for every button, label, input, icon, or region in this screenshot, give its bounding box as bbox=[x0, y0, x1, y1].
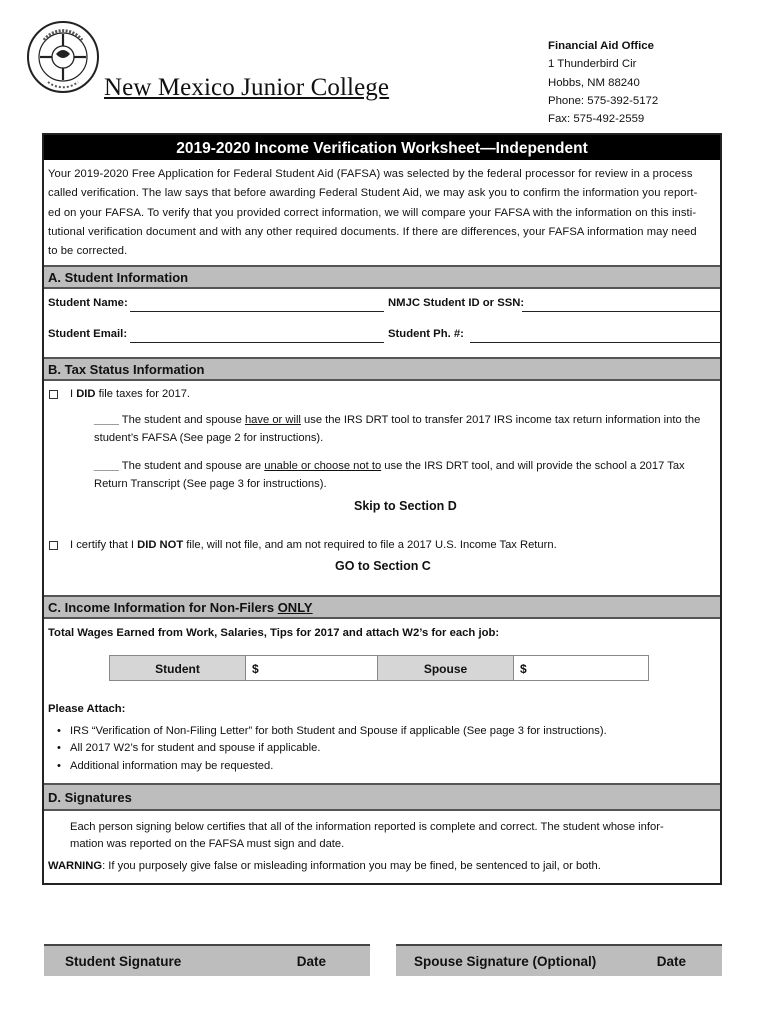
certification-text: Each person signing below certifies that all of the information reported is complete and correct. The student whose infor- mation was reported on the FAFSA must sign and date. bbox=[70, 821, 664, 850]
student-date-label: Date bbox=[296, 953, 326, 969]
student-signature-label: Student Signature bbox=[65, 953, 182, 969]
spouse-signature-block[interactable] bbox=[396, 944, 722, 976]
section-d-heading: D. Signatures bbox=[44, 783, 720, 811]
skip-to-section-d: Skip to Section D bbox=[354, 499, 457, 513]
student-name-field[interactable] bbox=[130, 299, 384, 312]
section-a-heading: A. Student Information bbox=[44, 265, 720, 289]
intro-line: Your 2019-2020 Free Application for Federal Student Aid (FAFSA) was selected by the federal processor for review in a process bbox=[48, 168, 693, 180]
attachments-list bbox=[48, 723, 607, 775]
section-b-heading: B. Tax Status Information bbox=[44, 357, 720, 381]
student-phone-label: Student Ph. #: bbox=[388, 328, 464, 340]
drt-transfer-option: ____ The student and spouse have or will use the IRS DRT tool to transfer 2017 IRS income tax return information into the student’s FAFSA (See page 2 for instructions). bbox=[94, 414, 701, 444]
intro-line: ed on your FAFSA. To verify that you provided correct information, we will compare your FAFSA with the information on this insti- bbox=[48, 206, 697, 219]
student-wage-field[interactable]: $ bbox=[246, 656, 378, 680]
spouse-wage-label: Spouse bbox=[378, 656, 514, 680]
office-contact-block bbox=[548, 37, 658, 128]
spouse-date-label: Date bbox=[656, 953, 686, 969]
intro-line: tutional verification document and with any other required documents. If there are differences, your FAFSA information may need bbox=[48, 225, 697, 238]
office-title: Financial Aid Office bbox=[548, 40, 654, 52]
did-not-file-checkbox[interactable] bbox=[49, 541, 58, 550]
office-fax: Fax: 575-492-2559 bbox=[548, 113, 645, 126]
worksheet-form bbox=[42, 133, 722, 885]
did-not-file-option: I certify that I DID NOT file, will not file, and am not required to file a 2017 U.S. Income Tax Return. bbox=[70, 539, 557, 551]
section-c-heading: C. Income Information for Non-Filers ONLY bbox=[44, 595, 720, 619]
warning-text: WARNING: If you purposely give false or misleading information you may be fined, be sentenced to jail, or both. bbox=[48, 860, 601, 872]
office-phone: Phone: 575-392-5172 bbox=[548, 94, 659, 107]
student-signature-block[interactable] bbox=[44, 944, 370, 976]
intro-line: called verification. The law says that before awarding Federal Student Aid, we may ask you to confirm the information you report- bbox=[48, 187, 698, 200]
list-item: • IRS “Verification of Non-Filing Letter” for both Student and Spouse if applicable (See page 3 for instructions). bbox=[57, 725, 607, 737]
student-id-field[interactable] bbox=[522, 299, 720, 312]
student-id-label: NMJC Student ID or SSN: bbox=[388, 297, 525, 309]
list-item: • All 2017 W2’s for student and spouse if applicable. bbox=[57, 742, 321, 755]
total-wages-label: Total Wages Earned from Work, Salaries, Tips for 2017 and attach W2’s for each job: bbox=[48, 627, 500, 639]
office-address-line2: Hobbs, NM 88240 bbox=[548, 76, 640, 89]
student-wage-label: Student bbox=[110, 656, 246, 680]
student-name-label: Student Name: bbox=[48, 297, 128, 309]
please-attach-label: Please Attach: bbox=[48, 703, 126, 715]
student-email-label: Student Email: bbox=[48, 328, 128, 340]
did-file-option: I DID file taxes for 2017. bbox=[70, 388, 191, 400]
college-name: New Mexico Junior College bbox=[104, 74, 390, 101]
tax-transcript-blank[interactable]: ____ bbox=[94, 460, 119, 472]
wages-table bbox=[109, 655, 649, 681]
student-phone-field[interactable] bbox=[470, 330, 720, 343]
intro-paragraph bbox=[48, 165, 718, 261]
go-to-section-c: GO to Section C bbox=[335, 559, 431, 573]
office-address-line1: 1 Thunderbird Cir bbox=[548, 58, 637, 71]
tax-transcript-option: ____ The student and spouse are unable or choose not to use the IRS DRT tool, and will provide the school a 2017 Tax Return Transcript (See page 3 for instructions). bbox=[94, 460, 685, 490]
college-seal-logo bbox=[26, 20, 100, 94]
student-email-field[interactable] bbox=[130, 330, 384, 343]
spouse-wage-field[interactable]: $ bbox=[520, 662, 527, 676]
list-item: • Additional information may be requested. bbox=[57, 759, 274, 772]
spouse-signature-label: Spouse Signature (Optional) bbox=[414, 953, 597, 969]
drt-transfer-blank[interactable]: ____ bbox=[94, 414, 119, 426]
did-file-checkbox[interactable] bbox=[49, 390, 58, 399]
worksheet-title: 2019-2020 Income Verification Worksheet—Independent bbox=[44, 135, 720, 160]
intro-line: to be corrected. bbox=[48, 245, 128, 258]
